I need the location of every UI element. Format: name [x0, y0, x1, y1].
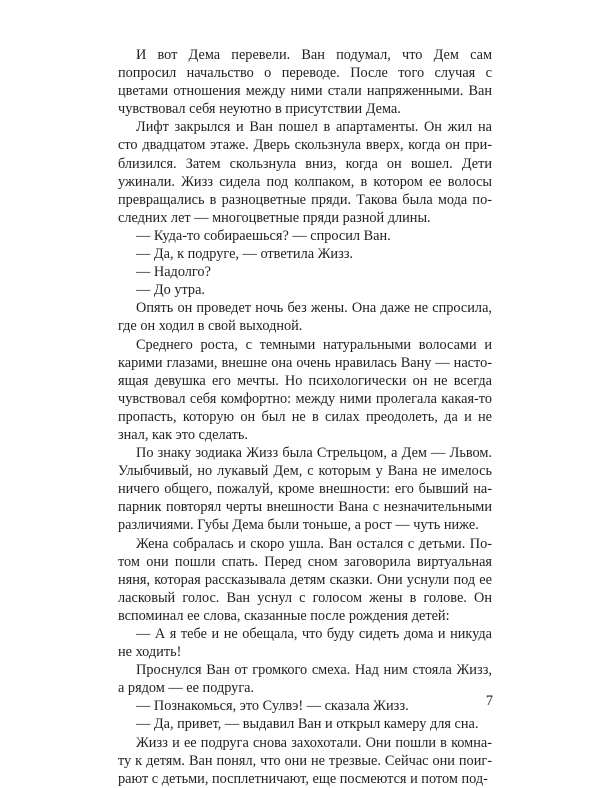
paragraph: И вот Дема перевели. Ван подумал, что Дем сам попросил начальство о переводе. После того случая с цветами отношения между ними стали напряженными. Ван чувствовал себя неуютно в присутствии Дема. [118, 47, 492, 118]
paragraph: Жизз и ее подруга снова захохотали. Они пошли в комнату к детям. Ван понял, что они не трезвые. Сейчас они поиграют с детьми, посплетничают, еще посмеются и потом под- [118, 734, 492, 787]
dialogue-line: — А я тебе и не обещала, что буду сидеть дома и никуда не ходить! [118, 626, 492, 661]
paragraph: Проснулся Ван от громкого смеха. Над ним стояла Жизз, а рядом — ее подруга. [118, 662, 492, 697]
dialogue-line: — До утра. [136, 282, 205, 299]
paragraph: Жена собралась и скоро ушла. Ван остался с детьми. Потом они пошли спать. Перед сном заговорила виртуальная няня, которая рассказывала детям сказки. Они уснули под ее ласковый голос. Ван уснул с голосом жены в голове. Он вспоминал ее слова, сказанные после рождения детей: [118, 535, 492, 624]
dialogue-line: — Да, привет, — выдавил Ван и открыл камеру для сна. [136, 716, 479, 733]
paragraph: Лифт закрылся и Ван пошел в апартаменты. Он жил на сто двадцатом этаже. Дверь скользнула вверх, когда он приблизился. Затем скользнула вниз, когда он вошел. Дети ужинали. Жизз сидела под колпаком, в котором ее волосы превращались в разноцветные пряди. Такова была мода последних лет — многоцветные пряди разной длины. [118, 119, 492, 226]
dialogue-line: — Познакомься, это Сулвэ! — сказала Жизз. [136, 698, 409, 715]
dialogue-line: — Да, к подруге, — ответила Жизз. [136, 246, 354, 263]
page-number: 7 [485, 693, 493, 709]
dialogue-line: — Надолго? [136, 264, 211, 281]
dialogue-line: — Куда-то собираешься? — спросил Ван. [136, 227, 391, 244]
body-text [118, 46, 492, 788]
paragraph: Среднего роста, с темными натуральными волосами и карими глазами, внешне она очень нравилась Вану — настоящая девушка его мечты. Но психологически он не всегда чувствовал себя комфортно: между ними пролегала какая-то пропасть, которую он был не в силах преодолеть, да и не знал, как это сделать. [118, 336, 492, 443]
paragraph: По знаку зодиака Жизз была Стрельцом, а Дем — Львом. Улыбчивый, но лукавый Дем, с которым у Вана не имелось ничего общего, пожалуй, кроме внешности: его бывший напарник повторял черты внешности Вана с незначительными различиями. Губы Дема были тоньше, а рост — чуть ниже. [118, 445, 492, 534]
paragraph: Опять он проведет ночь без жены. Она даже не спросила, где он ходил в свой выходной. [118, 300, 492, 335]
